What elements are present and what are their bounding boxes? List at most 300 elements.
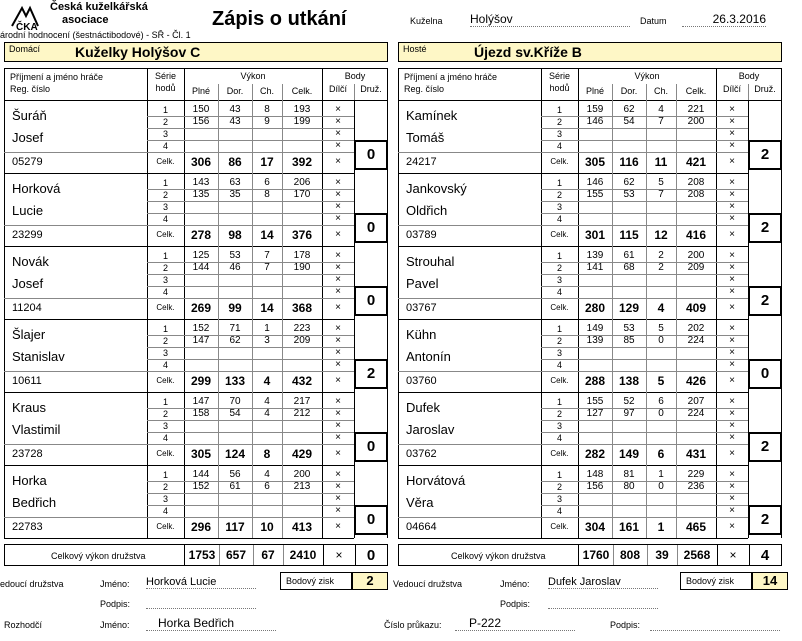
dilci-total-mark: ×: [335, 375, 341, 386]
form-subtitle: árodní hodnocení (šestnáctibodové) - SŘ - Čl. 1: [0, 30, 191, 40]
serie-value: 46: [229, 262, 241, 273]
player-points-box: 2: [748, 286, 782, 316]
away-podpis-line: [548, 608, 658, 609]
home-jmeno-label: Jméno:: [100, 579, 130, 589]
serie-value: [184, 213, 218, 225]
player-total-value: 4: [263, 374, 271, 388]
player-last-name: Kühn: [406, 327, 437, 342]
serie-value: [612, 140, 646, 152]
serie-value: [184, 420, 218, 432]
referee-podpis-line: [650, 630, 780, 631]
serie-value: [252, 359, 282, 371]
serie-value: [646, 420, 676, 432]
dilci-mark: ×: [335, 104, 341, 115]
prukaz-label: Číslo průkazu:: [384, 620, 442, 630]
dilci-mark: ×: [335, 469, 341, 480]
player-points-box: 0: [354, 432, 388, 462]
dilci-mark: ×: [335, 262, 341, 273]
away-bodovy-zisk-label: Bodový zisk: [680, 572, 752, 590]
away-total-points: 4: [760, 547, 770, 564]
serie-value: 5: [658, 323, 664, 334]
dilci-total-mark: ×: [729, 229, 735, 240]
serie-value: 62: [623, 104, 635, 115]
player-points-box: 2: [748, 432, 782, 462]
serie-number: 1: [556, 397, 562, 407]
serie-number: 1: [162, 105, 168, 115]
player-total-value: 305: [190, 447, 212, 461]
serie-value: 61: [623, 250, 635, 261]
player-first-name: Oldřich: [406, 203, 448, 218]
player-points-box: 0: [354, 505, 388, 535]
serie-value: 7: [658, 189, 664, 200]
col-header-dilci: Dílčí: [723, 84, 741, 94]
serie-number: 1: [556, 251, 562, 261]
player-total-value: 98: [228, 228, 242, 242]
serie-value: 208: [687, 189, 705, 200]
home-podpis-line: [146, 608, 256, 609]
away-bodovy-zisk: 14: [752, 572, 788, 590]
serie-value: 193: [293, 104, 311, 115]
player-total-label: Celk.: [550, 449, 569, 458]
player-points-box: 0: [354, 140, 388, 170]
home-label: Domácí: [9, 44, 41, 54]
home-team-name: Kuželky Holýšov C: [75, 44, 201, 60]
home-total-points: 0: [366, 547, 376, 564]
col-header-dilci: Dílčí: [329, 84, 347, 94]
serie-value: 4: [264, 469, 270, 480]
serie-value: [612, 128, 646, 140]
serie-value: [252, 201, 282, 213]
serie-value: 149: [586, 323, 604, 334]
serie-number: 1: [162, 178, 168, 188]
away-team-name: Újezd sv.Kříže B: [474, 44, 582, 60]
away-total-label: Celkový výkon družstva: [451, 551, 546, 561]
away-total-plne: 1760: [582, 548, 610, 562]
serie-value: 141: [586, 262, 604, 273]
dilci-mark: ×: [729, 128, 735, 139]
serie-value: 208: [687, 177, 705, 188]
datum-value: 26.3.2016: [682, 12, 766, 27]
dilci-mark: ×: [335, 274, 341, 285]
player-total-value: 465: [685, 520, 707, 534]
player-first-name: Antonín: [406, 349, 451, 364]
player-total-label: Celk.: [550, 157, 569, 166]
player-reg-number: 05279: [12, 156, 43, 168]
player-total-label: Celk.: [156, 522, 175, 531]
serie-value: 9: [264, 116, 270, 127]
serie-value: [184, 274, 218, 286]
serie-number: 4: [162, 360, 168, 370]
player-total-value: 280: [584, 301, 606, 315]
serie-value: 70: [229, 396, 241, 407]
home-total-ch: 67: [261, 548, 275, 562]
dilci-mark: ×: [335, 481, 341, 492]
serie-value: 152: [192, 323, 210, 334]
serie-value: [676, 347, 716, 359]
dilci-total-mark: ×: [729, 302, 735, 313]
serie-value: [184, 432, 218, 444]
serie-value: [612, 432, 646, 444]
player-total-label: Celk.: [550, 376, 569, 385]
player-reg-number: 23728: [12, 448, 43, 460]
home-total-label: Celkový výkon družstva: [51, 551, 146, 561]
col-header-ch: Ch.: [259, 86, 274, 96]
col-header-serie: Série: [154, 71, 176, 81]
home-total-celk: 2410: [289, 548, 317, 562]
dilci-mark: ×: [335, 347, 341, 358]
player-points-box: 2: [354, 359, 388, 389]
serie-value: [612, 274, 646, 286]
serie-value: [612, 493, 646, 505]
serie-number: 2: [162, 336, 168, 346]
serie-value: 54: [623, 116, 635, 127]
home-total-row: [4, 544, 388, 566]
player-reg-number: 23299: [12, 229, 43, 241]
serie-value: 68: [623, 262, 635, 273]
serie-value: [578, 213, 612, 225]
serie-value: 217: [293, 396, 311, 407]
player-first-name: Vlastimil: [12, 422, 61, 437]
dilci-mark: ×: [729, 408, 735, 419]
serie-value: [578, 140, 612, 152]
svg-text:ČKA: ČKA: [16, 22, 38, 32]
player-reg-number: 03789: [406, 229, 437, 241]
serie-value: 139: [586, 335, 604, 346]
serie-number: 2: [556, 117, 562, 127]
home-podpis-label: Podpis:: [100, 599, 131, 609]
away-total-celk: 2568: [683, 548, 711, 562]
player-total-value: 304: [584, 520, 606, 534]
player-total-value: 10: [260, 520, 274, 534]
col-header-vykon: Výkon: [634, 71, 660, 81]
cka-logo-icon: [8, 2, 48, 32]
dilci-mark: ×: [335, 201, 341, 212]
dilci-mark: ×: [729, 505, 735, 516]
dilci-mark: ×: [729, 420, 735, 431]
home-captain-label: edoucí družstva: [0, 579, 64, 589]
player-points-box: 2: [748, 140, 782, 170]
player-total-value: 305: [584, 155, 606, 169]
serie-number: 4: [556, 360, 562, 370]
player-reg-number: 03767: [406, 302, 437, 314]
home-total-x: ×: [335, 548, 343, 562]
serie-value: [646, 274, 676, 286]
player-last-name: Šuráň: [12, 108, 47, 123]
serie-value: 125: [192, 250, 210, 261]
player-total-value: 124: [224, 447, 246, 461]
player-points-box: 2: [748, 213, 782, 243]
serie-value: [578, 347, 612, 359]
serie-value: [252, 140, 282, 152]
serie-number: 3: [162, 129, 168, 139]
col-header-druz: Druž.: [754, 84, 776, 94]
serie-value: [252, 493, 282, 505]
serie-number: 2: [556, 336, 562, 346]
player-total-value: 138: [618, 374, 640, 388]
serie-value: 236: [687, 481, 705, 492]
dilci-mark: ×: [729, 116, 735, 127]
serie-value: [676, 432, 716, 444]
player-total-value: 161: [618, 520, 640, 534]
serie-value: [252, 505, 282, 517]
serie-value: 62: [229, 335, 241, 346]
player-total-label: Celk.: [550, 303, 569, 312]
serie-value: [646, 128, 676, 140]
dilci-mark: ×: [729, 493, 735, 504]
serie-value: 209: [293, 335, 311, 346]
home-total-plne: 1753: [188, 548, 216, 562]
serie-value: [676, 493, 716, 505]
col-header-name: Příjmení a jméno hráče: [404, 72, 498, 82]
col-header-name: Příjmení a jméno hráče: [10, 72, 104, 82]
player-last-name: Kraus: [12, 400, 46, 415]
serie-number: 3: [556, 275, 562, 285]
dilci-mark: ×: [335, 420, 341, 431]
serie-value: [578, 201, 612, 213]
serie-value: 199: [293, 116, 311, 127]
referee-podpis-label: Podpis:: [610, 620, 641, 630]
serie-value: 1: [264, 323, 270, 334]
player-total-value: 115: [619, 228, 639, 242]
player-total-value: 99: [228, 301, 242, 315]
serie-value: [612, 213, 646, 225]
serie-value: [252, 347, 282, 359]
player-total-label: Celk.: [550, 522, 569, 531]
player-total-value: 306: [190, 155, 212, 169]
serie-value: [282, 432, 322, 444]
dilci-mark: ×: [729, 481, 735, 492]
serie-number: 2: [556, 190, 562, 200]
serie-value: 229: [687, 469, 705, 480]
home-captain-name: Horková Lucie: [146, 576, 256, 589]
dilci-mark: ×: [729, 213, 735, 224]
dilci-mark: ×: [729, 396, 735, 407]
player-reg-number: 03760: [406, 375, 437, 387]
player-first-name: Pavel: [406, 276, 439, 291]
dilci-mark: ×: [729, 177, 735, 188]
dilci-mark: ×: [729, 201, 735, 212]
serie-value: [646, 505, 676, 517]
serie-value: [184, 493, 218, 505]
serie-value: 43: [229, 116, 241, 127]
serie-value: 4: [264, 396, 270, 407]
serie-value: 61: [229, 481, 241, 492]
serie-number: 3: [162, 421, 168, 431]
serie-value: [676, 359, 716, 371]
serie-value: [184, 359, 218, 371]
player-total-label: Celk.: [156, 230, 175, 239]
col-header-reg: Reg. číslo: [404, 84, 445, 94]
kuzelna-value: Holýšov: [470, 12, 630, 27]
serie-value: [184, 128, 218, 140]
player-reg-number: 04664: [406, 521, 437, 533]
col-header-ch: Ch.: [653, 86, 668, 96]
serie-value: 80: [623, 481, 635, 492]
serie-value: 221: [687, 104, 705, 115]
dilci-mark: ×: [729, 469, 735, 480]
away-total-ch: 39: [655, 548, 669, 562]
serie-value: 85: [623, 335, 635, 346]
player-total-value: 117: [225, 520, 245, 534]
serie-value: 53: [623, 189, 635, 200]
player-first-name: Jaroslav: [406, 422, 455, 437]
serie-value: [252, 432, 282, 444]
serie-number: 2: [162, 263, 168, 273]
serie-number: 3: [162, 275, 168, 285]
serie-value: [282, 213, 322, 225]
serie-value: 6: [264, 481, 270, 492]
player-total-value: 11: [654, 155, 668, 169]
serie-value: 209: [687, 262, 705, 273]
serie-value: 148: [586, 469, 604, 480]
serie-number: 4: [556, 141, 562, 151]
serie-number: 2: [556, 409, 562, 419]
serie-value: [218, 493, 252, 505]
serie-number: 4: [162, 287, 168, 297]
serie-value: [578, 359, 612, 371]
player-total-value: 296: [190, 520, 212, 534]
serie-value: [612, 505, 646, 517]
serie-value: 212: [293, 408, 311, 419]
dilci-mark: ×: [729, 262, 735, 273]
serie-value: [646, 213, 676, 225]
player-reg-number: 03762: [406, 448, 437, 460]
serie-value: 200: [687, 116, 705, 127]
serie-value: 53: [229, 250, 241, 261]
serie-value: 62: [623, 177, 635, 188]
player-last-name: Jankovský: [406, 181, 467, 196]
home-bodovy-zisk: 2: [352, 572, 388, 590]
serie-value: [184, 286, 218, 298]
serie-value: [218, 274, 252, 286]
player-total-value: 269: [190, 301, 212, 315]
player-total-label: Celk.: [156, 376, 175, 385]
serie-value: 53: [623, 323, 635, 334]
serie-value: 7: [658, 116, 664, 127]
serie-value: 224: [687, 335, 705, 346]
player-total-value: 288: [584, 374, 606, 388]
player-total-label: Celk.: [156, 157, 175, 166]
serie-number: 3: [556, 421, 562, 431]
serie-value: [282, 505, 322, 517]
page-title: Zápis o utkání: [212, 8, 347, 30]
serie-number: 1: [556, 470, 562, 480]
serie-number: 1: [162, 397, 168, 407]
serie-number: 3: [556, 129, 562, 139]
serie-value: [612, 347, 646, 359]
dilci-mark: ×: [335, 505, 341, 516]
serie-value: 206: [293, 177, 311, 188]
dilci-total-mark: ×: [729, 375, 735, 386]
serie-value: 0: [658, 335, 664, 346]
rozhodci-name: Horka Bedřich: [146, 616, 276, 631]
serie-value: [578, 420, 612, 432]
player-total-value: 14: [260, 301, 274, 315]
serie-value: 178: [293, 250, 311, 261]
dilci-mark: ×: [729, 189, 735, 200]
player-total-value: 1: [657, 520, 665, 534]
serie-value: 4: [658, 104, 664, 115]
serie-value: 139: [586, 250, 604, 261]
dilci-mark: ×: [729, 432, 735, 443]
serie-value: [184, 140, 218, 152]
serie-value: [218, 213, 252, 225]
col-header-celk: Celk.: [685, 86, 707, 96]
player-points-box: 0: [748, 359, 782, 389]
player-total-value: 17: [260, 155, 274, 169]
serie-value: [676, 128, 716, 140]
player-total-value: 432: [291, 374, 313, 388]
player-total-value: 368: [291, 301, 313, 315]
serie-value: [282, 359, 322, 371]
dilci-total-mark: ×: [335, 156, 341, 167]
dilci-mark: ×: [729, 286, 735, 297]
col-header-plne: Plné: [191, 86, 210, 96]
serie-value: 52: [623, 396, 635, 407]
serie-value: [252, 128, 282, 140]
serie-value: [578, 286, 612, 298]
serie-number: 3: [162, 494, 168, 504]
serie-number: 2: [556, 263, 562, 273]
serie-number: 4: [162, 141, 168, 151]
player-total-value: 376: [291, 228, 313, 242]
org-name-line2: asociace: [62, 14, 109, 26]
serie-value: [282, 493, 322, 505]
serie-value: [612, 286, 646, 298]
player-points-box: 0: [354, 286, 388, 316]
serie-value: 155: [586, 396, 604, 407]
dilci-mark: ×: [335, 335, 341, 346]
dilci-mark: ×: [335, 359, 341, 370]
serie-number: 1: [556, 105, 562, 115]
serie-value: 223: [293, 323, 311, 334]
serie-value: [646, 286, 676, 298]
serie-number: 4: [556, 287, 562, 297]
serie-value: [646, 347, 676, 359]
serie-value: 224: [687, 408, 705, 419]
home-team-table: [4, 68, 388, 540]
org-name-line1: Česká kuželkářská: [50, 1, 148, 13]
serie-value: 6: [658, 396, 664, 407]
serie-value: 63: [229, 177, 241, 188]
serie-value: [646, 493, 676, 505]
dilci-total-mark: ×: [335, 302, 341, 313]
serie-value: [578, 493, 612, 505]
dilci-total-mark: ×: [729, 521, 735, 532]
player-last-name: Horvátová: [406, 473, 466, 488]
away-jmeno-label: Jméno:: [500, 579, 530, 589]
player-total-value: 299: [190, 374, 212, 388]
home-bodovy-zisk-label: Bodový zisk: [280, 572, 352, 590]
player-last-name: Šlajer: [12, 327, 46, 342]
serie-value: [612, 420, 646, 432]
serie-value: [218, 505, 252, 517]
serie-value: 6: [264, 177, 270, 188]
col-header-hodu: hodů: [155, 83, 176, 93]
serie-value: [252, 274, 282, 286]
serie-number: 2: [162, 409, 168, 419]
serie-value: [218, 140, 252, 152]
player-total-value: 301: [584, 228, 606, 242]
serie-value: 147: [192, 396, 210, 407]
serie-value: 202: [687, 323, 705, 334]
serie-value: 143: [192, 177, 210, 188]
away-podpis-label: Podpis:: [500, 599, 531, 609]
dilci-mark: ×: [335, 493, 341, 504]
serie-value: [676, 420, 716, 432]
player-total-value: 429: [291, 447, 313, 461]
dilci-mark: ×: [729, 323, 735, 334]
